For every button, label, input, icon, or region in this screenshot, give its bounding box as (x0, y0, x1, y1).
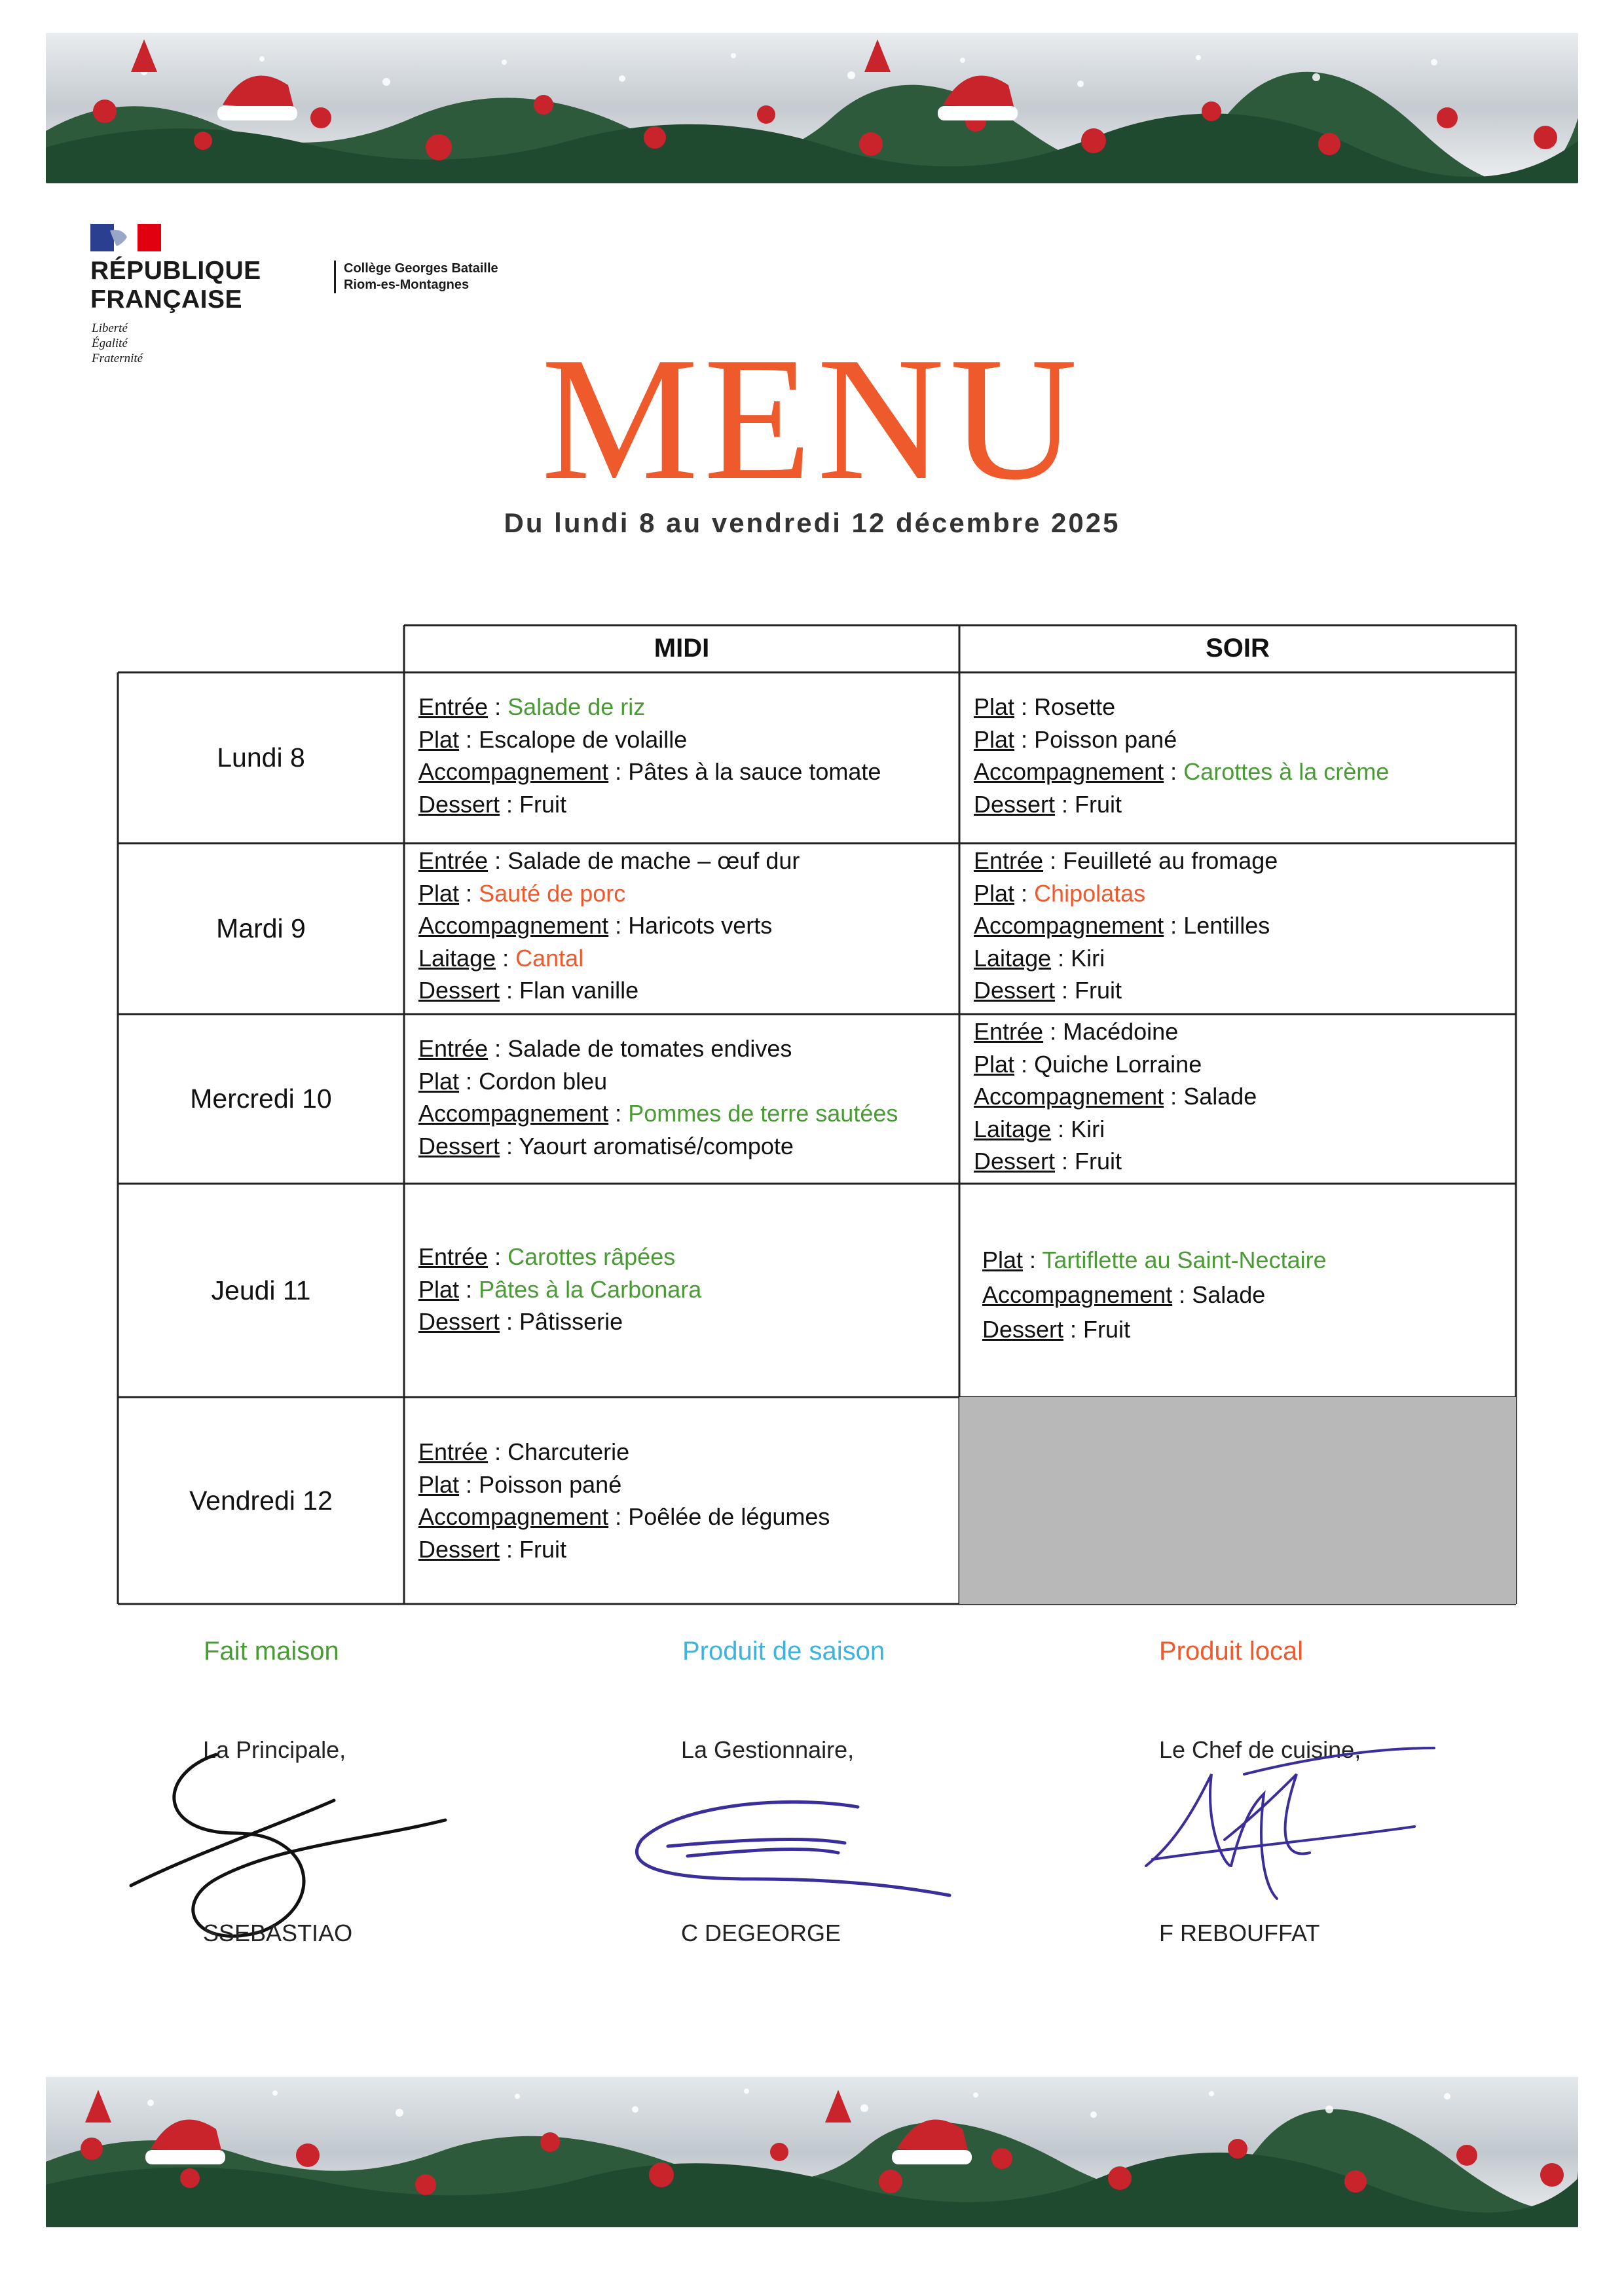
column-header-soir: SOIR (1206, 634, 1270, 663)
dish: Pâtisserie (519, 1308, 623, 1335)
date-range: Du lundi 8 au vendredi 12 décembre 2025 (504, 507, 1120, 538)
menu-cell-lundi-midi (418, 691, 881, 820)
menu-line: Entrée : Feuilleté au fromage (974, 847, 1278, 874)
menu-line: Entrée : Salade de tomates endives (418, 1035, 792, 1062)
course-label: Plat (418, 1067, 460, 1095)
course-label: Laitage (974, 1115, 1052, 1142)
course-label: Accompagnement (982, 1281, 1173, 1308)
republique-line1: RÉPUBLIQUE (90, 257, 261, 285)
menu-line: Accompagnement : Salade (974, 1083, 1257, 1110)
signatory-name-gestionnaire: C DEGEORGE (681, 1920, 841, 1946)
menu-line: Dessert : Fruit (982, 1316, 1131, 1343)
menu-line: Plat : Chipolatas (974, 879, 1146, 907)
menu-line: Dessert : Fruit (418, 1535, 567, 1563)
course-label: Dessert (974, 790, 1056, 818)
dish: Chipolatas (1034, 879, 1146, 907)
menu-line: Laitage : Kiri (974, 1115, 1105, 1142)
dish: Salade (1192, 1281, 1266, 1308)
menu-line: Plat : Pâtes à la Carbonara (418, 1275, 702, 1303)
dish: Fruit (1075, 790, 1122, 818)
menu-line: Laitage : Cantal (418, 944, 584, 972)
menu-line: Accompagnement : Salade (982, 1281, 1266, 1308)
legend-fait-maison: Fait maison (204, 1637, 339, 1666)
course-label: Dessert (974, 977, 1056, 1004)
dish: Salade de riz (507, 693, 646, 720)
menu-cell-vendredi-midi (418, 1436, 830, 1565)
course-label: Entrée (418, 693, 489, 720)
course-label: Dessert (982, 1316, 1064, 1343)
menu-line: Entrée : Carottes râpées (418, 1243, 676, 1270)
course-label: Plat (418, 1470, 460, 1498)
menu-cell-jeudi-soir (982, 1243, 1327, 1347)
menu-line: Dessert : Fruit (974, 977, 1122, 1004)
menu-line: Plat : Poisson pané (418, 1470, 622, 1498)
menu-line: Dessert : Fruit (974, 790, 1122, 818)
dish: Tartiflette au Saint-Nectaire (1042, 1247, 1327, 1273)
college-line1: Collège Georges Bataille (344, 261, 498, 276)
menu-cell-mardi-midi (418, 845, 800, 1007)
menu-line: Accompagnement : Lentilles (974, 912, 1270, 939)
menu-line: Dessert : Flan vanille (418, 977, 639, 1004)
legend-produit-local: Produit local (1159, 1637, 1304, 1666)
course-label: Dessert (418, 1132, 500, 1159)
dish: Feuilleté au fromage (1063, 847, 1278, 874)
course-label: Accompagnement (418, 1100, 609, 1127)
signatory-name-principale: SSEBASTIAO (203, 1920, 353, 1946)
motto-fraternite: Fraternité (92, 352, 143, 365)
menu-line: Accompagnement : Poêlée de légumes (418, 1503, 830, 1530)
day-label: Vendredi 12 (189, 1485, 333, 1516)
course-label: Dessert (418, 790, 500, 818)
dish: Fruit (519, 790, 567, 818)
menu-line: Entrée : Salade de riz (418, 693, 646, 720)
menu-line: Dessert : Yaourt aromatisé/compote (418, 1132, 794, 1159)
dish: Fruit (519, 1535, 567, 1563)
course-label: Entrée (974, 847, 1044, 874)
course-label: Accompagnement (418, 758, 609, 785)
legend-produit-saison: Produit de saison (682, 1637, 885, 1666)
dish: Fruit (1075, 977, 1122, 1004)
signatory-title-chef: Le Chef de cuisine, (1159, 1736, 1361, 1763)
dish: Poisson pané (479, 1470, 622, 1498)
course-label: Plat (974, 1050, 1015, 1078)
course-label: Accompagnement (974, 1083, 1164, 1110)
dish: Kiri (1071, 944, 1105, 972)
college-line2: Riom-es-Montagnes (344, 278, 470, 292)
dish: Salade de mache – œuf dur (507, 847, 800, 874)
menu-line: Laitage : Kiri (974, 944, 1105, 972)
course-label: Plat (418, 1275, 460, 1303)
menu-line: Plat : Sauté de porc (418, 879, 626, 907)
signature-gestionnaire (622, 1781, 963, 1912)
dish: Kiri (1071, 1115, 1105, 1142)
signatory-title-gestionnaire: La Gestionnaire, (681, 1736, 855, 1763)
course-label: Laitage (418, 944, 496, 972)
signatory-name-chef: F REBOUFFAT (1159, 1920, 1320, 1946)
menu-line: Plat : Cordon bleu (418, 1067, 608, 1095)
dish: Lentilles (1183, 912, 1270, 939)
christmas-banner-bottom (46, 2077, 1578, 2227)
course-label: Dessert (418, 977, 500, 1004)
course-label: Plat (974, 693, 1015, 720)
menu-line: Dessert : Fruit (974, 1148, 1122, 1175)
dish: Macédoine (1063, 1018, 1179, 1045)
menu-line: Accompagnement : Pâtes à la sauce tomate (418, 758, 881, 785)
dish: Flan vanille (519, 977, 639, 1004)
dish: Yaourt aromatisé/compote (519, 1132, 794, 1159)
menu-line: Dessert : Fruit (418, 790, 567, 818)
menu-cell-lundi-soir (974, 691, 1389, 820)
menu-line: Entrée : Charcuterie (418, 1438, 630, 1465)
course-label: Entrée (418, 847, 489, 874)
menu-cell-mercredi-soir (974, 1015, 1257, 1178)
day-label: Jeudi 11 (211, 1275, 311, 1305)
menu-line: Accompagnement : Haricots verts (418, 912, 773, 939)
dish: Quiche Lorraine (1034, 1050, 1202, 1078)
course-label: Accompagnement (974, 912, 1164, 939)
column-header-midi: MIDI (654, 634, 710, 663)
menu-line: Accompagnement : Carottes à la crème (974, 758, 1390, 785)
dish: Pommes de terre sautées (628, 1100, 898, 1127)
dish: Escalope de volaille (479, 725, 688, 753)
menu-cell-mardi-soir (974, 845, 1278, 1007)
course-label: Entrée (418, 1438, 489, 1465)
dish: Cantal (515, 944, 584, 972)
dish: Sauté de porc (479, 879, 626, 907)
dish: Salade de tomates endives (507, 1035, 792, 1062)
menu-cell-jeudi-midi (418, 1241, 701, 1338)
dish: Fruit (1075, 1148, 1122, 1175)
menu-line: Entrée : Macédoine (974, 1018, 1179, 1045)
day-label: Mercredi 10 (190, 1084, 332, 1114)
empty-soir-cell (959, 1397, 1516, 1604)
dish: Cordon bleu (479, 1067, 608, 1095)
course-label: Plat (982, 1247, 1024, 1273)
dish: Pâtes à la sauce tomate (628, 758, 881, 785)
course-label: Accompagnement (418, 912, 609, 939)
course-label: Entrée (418, 1035, 489, 1062)
menu-line: Plat : Rosette (974, 693, 1116, 720)
motto-egalite: Égalité (92, 337, 128, 350)
menu-line: Plat : Tartiflette au Saint-Nectaire (982, 1247, 1327, 1273)
menu-line: Plat : Quiche Lorraine (974, 1050, 1202, 1078)
course-label: Plat (974, 879, 1015, 907)
republique-line2: FRANÇAISE (90, 285, 243, 314)
course-label: Dessert (974, 1148, 1056, 1175)
course-label: Laitage (974, 944, 1052, 972)
course-label: Entrée (974, 1018, 1044, 1045)
day-label: Lundi 8 (217, 742, 305, 773)
dish: Carottes râpées (507, 1243, 676, 1270)
menu-line: Plat : Poisson pané (974, 725, 1177, 753)
menu-cell-mercredi-midi (418, 1032, 898, 1162)
course-label: Entrée (418, 1243, 489, 1270)
course-label: Plat (418, 879, 460, 907)
course-label: Dessert (418, 1308, 500, 1335)
course-label: Accompagnement (418, 1503, 609, 1530)
course-label: Plat (974, 725, 1015, 753)
dish: Haricots verts (628, 912, 773, 939)
menu-line: Dessert : Pâtisserie (418, 1308, 623, 1335)
menu-line: Entrée : Salade de mache – œuf dur (418, 847, 800, 874)
motto-liberte: Liberté (92, 321, 128, 335)
dish: Carottes à la crème (1183, 758, 1390, 785)
course-label: Dessert (418, 1535, 500, 1563)
menu-line: Plat : Escalope de volaille (418, 725, 688, 753)
signature-chef (1126, 1735, 1467, 1912)
course-label: Plat (418, 725, 460, 753)
dish: Salade (1183, 1083, 1257, 1110)
page-title: MENU (541, 321, 1083, 517)
dish: Rosette (1034, 693, 1116, 720)
signatory-title-principale: La Principale, (203, 1736, 346, 1763)
dish: Fruit (1083, 1316, 1131, 1343)
day-label: Mardi 9 (216, 913, 306, 943)
signature-principale (118, 1735, 458, 1951)
menu-line: Accompagnement : Pommes de terre sautées (418, 1100, 898, 1127)
dish: Pâtes à la Carbonara (479, 1275, 702, 1303)
course-label: Accompagnement (974, 758, 1164, 785)
dish: Poisson pané (1034, 725, 1177, 753)
dish: Charcuterie (507, 1438, 630, 1465)
dish: Poêlée de légumes (628, 1503, 830, 1530)
